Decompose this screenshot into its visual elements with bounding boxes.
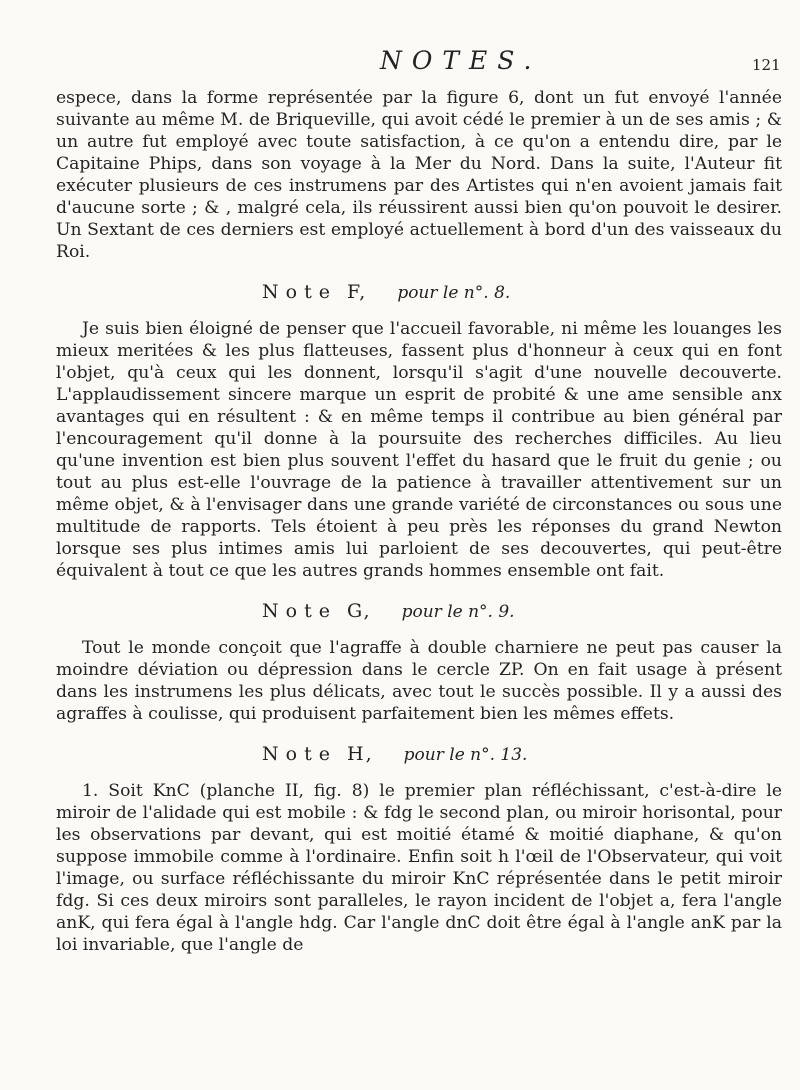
- page-number: 121: [752, 56, 781, 74]
- note-h-text: 1. Soit KnC (planche II, fig. 8) le premier plan réfléchissant, c'est-à-dire le miroir de l'alidade qui est mobile : & fdg le second plan, ou miroir horisontal, pour les observations par devant, qui est moitié étamé & moitié diaphane, & qu'on suppose immobile comme à l'ordinaire. Enfin soit h l'œil de l'Observateur, qui voit l'image, ou surface réfléchissante du miroir KnC réprésentée dans le petit miroir fdg. Si ces deux miroirs sont paralleles, le rayon incident de l'objet a, fera l'angle anK, qui fera égal à l'angle hdg. Car l'angle dnC doit être égal à l'angle anK par la loi invariable, que l'angle de: [56, 781, 782, 955]
- note-h-heading: [56, 743, 782, 766]
- note-ref: pour le n°. 13.: [403, 745, 528, 765]
- note-ref: pour le n°. 8.: [397, 283, 511, 303]
- note-word: Note: [262, 281, 337, 303]
- running-head: NOTES.: [380, 46, 542, 75]
- note-letter: H,: [347, 743, 374, 765]
- note-letter: G,: [347, 600, 372, 622]
- note-f-heading: [56, 281, 782, 304]
- note-f-text: Je suis bien éloigné de penser que l'accueil favorable, ni même les louanges les mieux meritées & les plus flatteuses, fassent plus d'honneur à ceux qui en font l'objet, qu'à ceux qui les donnent, lorsqu'il s'agit d'une nouvelle decouverte. L'applaudissement sincere marque un esprit de probité & une ame sensible anx avantages qui en résultent : & en même temps il contribue au bien général par l'encouragement qu'il donne à la poursuite des recherches difficiles. Au lieu qu'une invention est bien plus souvent l'effet du hasard que le fruit du genie ; ou tout au plus est-elle l'ouvrage de la patience à travailler attentivement sur un même objet, & à l'envisager dans une grande variété de circonstances ou sous une multitude de rapports. Tels étoient à peu près les réponses du grand Newton lorsque ses plus intimes amis lui parloient de ses decouvertes, qui peut-être équivalent à tout ce que les autres grands hommes ensemble ont fait.: [56, 319, 782, 581]
- page-text: [56, 87, 782, 956]
- note-g-heading: [56, 600, 782, 623]
- paragraph-continuation: espece, dans la forme représentée par la figure 6, dont un fut envoyé l'année suivante au même M. de Briqueville, qui avoit cédé le premier à un de ses amis ; & un autre fut employé avec toute satisfaction, à ce qu'on a entendu dire, par le Capitaine Phips, dans son voyage à la Mer du Nord. Dans la suite, l'Auteur fit exécuter plusieurs de ces instrumens par des Artistes qui n'en avoient jamais fait d'aucune sorte ; & , malgré cela, ils réussirent aussi bien qu'on pouvoit le desirer. Un Sextant de ces derniers est employé actuellement à bord d'un des vaisseaux du Roi.: [56, 88, 782, 262]
- note-ref: pour le n°. 9.: [401, 602, 515, 622]
- note-word: Note: [262, 743, 337, 765]
- note-word: Note: [262, 600, 337, 622]
- note-letter: F,: [347, 281, 368, 303]
- note-g-text: Tout le monde conçoit que l'agraffe à double charniere ne peut pas causer la moindre déviation ou dépression dans le cercle ZP. On en fait usage à présent dans les instrumens les plus délicats, avec tout le succès possible. Il y a aussi des agraffes à coulisse, qui produisent parfaitement bien les mêmes effets.: [56, 638, 782, 724]
- page-header: [0, 46, 800, 82]
